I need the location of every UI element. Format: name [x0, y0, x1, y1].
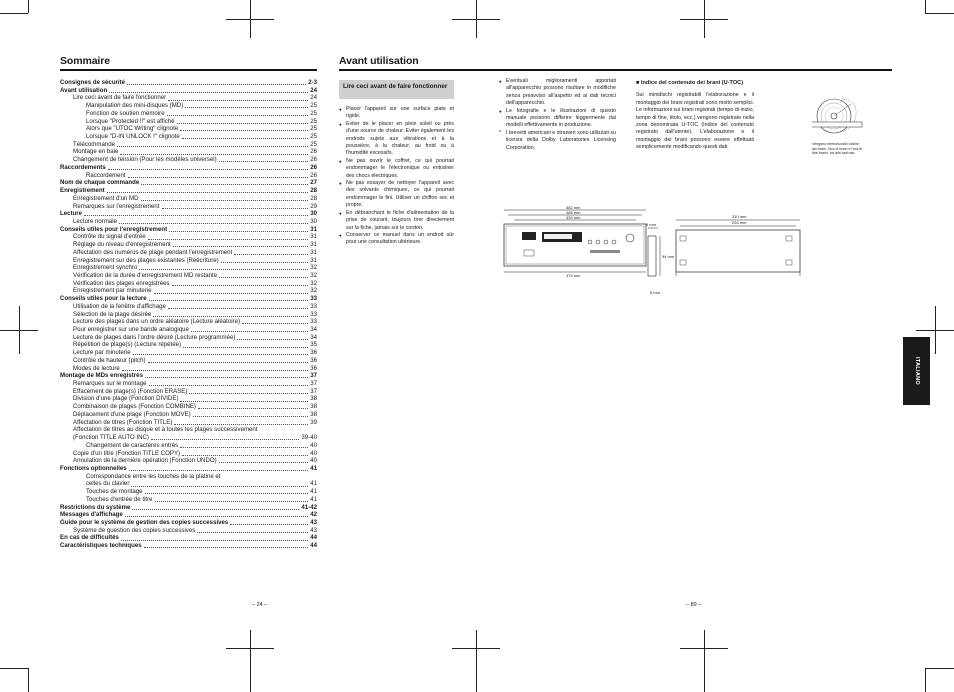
toc-entry-title: Lecture: [60, 210, 83, 218]
toc-row: [60, 434, 317, 442]
toc-entry-page: 44: [310, 534, 317, 542]
toc-dot-leader: [148, 361, 309, 363]
toc-entry-page: 30: [310, 217, 317, 225]
toc-entry-title: Fonctions optionnelles: [60, 464, 127, 472]
toc-entry-page: 37: [310, 380, 317, 388]
toc-entry-title: Changement de caractères entrés: [86, 441, 179, 449]
toc-entry-title: Lorsque "Protected !!" est affiché: [86, 117, 175, 125]
toc-row: [60, 419, 317, 427]
toc-entry-title: Lecture normale: [73, 217, 118, 225]
toc-row: [60, 102, 317, 110]
toc-dot-leader: [127, 83, 306, 85]
toc-entry-page: 26: [310, 163, 317, 171]
toc-entry-page: 33: [310, 302, 317, 310]
dim-rear-depth: 310 mm: [732, 214, 747, 219]
toc-row: [60, 334, 317, 342]
toc-row: [60, 411, 317, 419]
right-page-number: – 89 –: [686, 602, 702, 608]
minidisc-illustration: [812, 96, 872, 142]
right-page-title: Avant utilisation: [339, 55, 419, 67]
toc-entry-page: 40: [310, 441, 317, 449]
toc-entry-page: 28: [310, 187, 317, 195]
toc-dot-leader: [109, 91, 308, 93]
toc-entry-page: 36: [310, 364, 317, 372]
toc-dot-leader: [154, 292, 309, 294]
toc-dot-leader: [149, 384, 309, 386]
toc-entry-title: Avant utilisation: [60, 86, 108, 94]
toc-entry-title: Alors que "UTOC Writing" clignote: [86, 125, 179, 133]
toc-row: [60, 488, 317, 496]
toc-row: [60, 357, 317, 365]
toc-entry-title: Lecture par minuterie: [73, 349, 131, 357]
precaution-item: ● En débranchant le fiche d'alimentation de la prise de courant, toujours tirer directement sur la fiche, jamais sur le cordon.: [339, 210, 454, 232]
toc-entry-page: 37: [310, 387, 317, 395]
precaution-item: ● Ne pas ouvrir le coffret, ce qui pourrait endommager le l'électronique ou entraîner des chocs électriques.: [339, 158, 454, 180]
toc-entry-title: Nom de chaque commande: [60, 179, 140, 187]
toc-dot-leader: [168, 99, 308, 101]
toc-entry-title: Correspondance entre les touches de la platine et: [86, 472, 221, 480]
toc-row: [60, 388, 317, 396]
toc-row: [60, 372, 317, 380]
toc-dot-leader: [141, 199, 309, 201]
toc-entry-page: 38: [310, 403, 317, 411]
toc-entry-title: Enregistrement synchro: [73, 264, 138, 272]
toc-entry-title: Montage en baie: [73, 148, 119, 156]
toc-dot-leader: [148, 238, 309, 240]
toc-entry-page: 31: [310, 225, 317, 233]
toc-dot-leader: [117, 145, 308, 147]
toc-entry-title: Lecture des plages dans un ordre aléatoire (Lecture aléatoire): [73, 318, 241, 326]
toc-entry-title: Affectation des numéros de plage pendant l'enregistrement: [73, 248, 233, 256]
left-title-rule: [60, 69, 317, 71]
toc-entry-title: Consignes de sécurité: [60, 79, 126, 86]
toc-entry-page: 2-3: [308, 79, 317, 86]
toc-entry-page: 32: [310, 279, 317, 287]
toc-dot-leader: [182, 454, 308, 456]
toc-entry-title: Déplacement d'une plage (Fonction MOVE): [73, 410, 191, 418]
toc-row: [60, 280, 317, 288]
note-item: * I brevetti americani e stranieri sono utilizzati su licenza della Dolby Laboratories Licensing Corporation.: [499, 130, 616, 152]
toc-dot-leader: [185, 106, 308, 108]
toc-entry-page: 44: [310, 542, 317, 550]
toc-dot-leader: [121, 539, 308, 541]
toc-entry-page: 37: [310, 372, 317, 380]
dimension-diagram: [500, 206, 870, 302]
toc-row: [60, 187, 317, 195]
toc-entry-page: 41: [310, 480, 317, 488]
toc-entry-title: Caractéristiques techniques: [60, 542, 142, 550]
toc-entry-page: 42: [310, 511, 317, 519]
note-item: ● Eventuali miglioramenti apportati all'apparecchio possono risultare in modifiche senza preavviso all'aspetto ed ai dati tecnici dell'apparecchio.: [499, 78, 616, 108]
toc-entry-title: Répétition de plage(s) (Lecture répétée): [73, 341, 182, 349]
utoc-text: Sui minidischi registrabili l'elaborazione e il montaggio dei brani registrati sono molto semplici. Le informazioni sui brani registrati (tempo di inizio, tempo di fine, titolo, ecc.) vengono registrate nella zona denominata U-TOC (Indice del contenuto registrato dall'utente). L'elaborazione e il montaggio dei brani possono essere effettuati semplicemente modificando questi dati.: [636, 92, 754, 151]
toc-entry-title: Enregistrement d'un MD: [73, 194, 139, 202]
toc-row: [60, 395, 317, 403]
toc-entry-title: Sélection de la plage désirée: [73, 310, 152, 318]
toc-entry-page: 32: [310, 271, 317, 279]
toc-entry-page: 26: [310, 148, 317, 156]
toc-row: [60, 542, 317, 550]
dim-side-height: 94 mm: [662, 254, 675, 259]
toc-entry-page: 31: [310, 241, 317, 249]
toc-entry-page: 36: [310, 349, 317, 357]
toc-row: [60, 87, 317, 95]
toc-entry-page: 24: [310, 86, 317, 94]
toc-entry-page: 25: [310, 140, 317, 148]
precaution-item: ● Ne pas essayer de nettoyer l'appareil avec des solvants chimiques, ce qui pourrait endommager le fini. Utiliser un chiffon sec et propre.: [339, 180, 454, 210]
toc-row: [60, 179, 317, 187]
toc-dot-leader: [189, 392, 308, 394]
table-of-contents: [60, 79, 317, 550]
toc-entry-page: 43: [310, 518, 317, 526]
toc-entry-page: 35: [310, 341, 317, 349]
toc-entry-title: Fonction de soutien mémoire: [86, 109, 165, 117]
toc-entry-page: 25: [310, 125, 317, 133]
toc-dot-leader: [191, 330, 308, 332]
toc-entry-title: Restrictions du système: [60, 503, 131, 511]
toc-row: [60, 195, 317, 203]
toc-dot-leader: [180, 129, 308, 131]
toc-dot-leader: [180, 446, 308, 448]
toc-row: [60, 450, 317, 458]
toc-entry-title: Utilisation de la fenêtre d'affichage: [73, 302, 166, 310]
toc-row: [60, 426, 317, 434]
toc-dot-leader: [144, 546, 309, 548]
toc-entry-page: 39-40: [301, 434, 317, 442]
toc-dot-leader: [131, 485, 308, 487]
toc-entry-page: 36: [310, 356, 317, 364]
toc-dot-leader: [219, 461, 309, 463]
dim-width-3: 434 mm: [566, 215, 581, 220]
toc-entry-page: 41: [310, 488, 317, 496]
toc-dot-leader: [120, 153, 308, 155]
toc-row: [60, 380, 317, 388]
toc-row: [60, 164, 317, 172]
toc-row: [60, 133, 317, 141]
toc-dot-leader: [162, 207, 309, 209]
toc-row: [60, 264, 317, 272]
toc-dot-leader: [119, 222, 308, 224]
toc-row: [60, 210, 317, 218]
toc-row: [60, 295, 317, 303]
toc-entry-page: 32: [310, 287, 317, 295]
toc-dot-leader: [108, 168, 308, 170]
toc-dot-leader: [260, 431, 316, 432]
toc-row: [60, 511, 317, 519]
toc-entry-page: 32: [310, 264, 317, 272]
toc-row: [60, 272, 317, 280]
language-tab-label: ITALIANO: [913, 357, 920, 385]
toc-row: [60, 442, 317, 450]
toc-entry-title: Effacement de plage(s) (Fonction ERASE): [73, 387, 188, 395]
toc-dot-leader: [145, 376, 308, 378]
toc-row: [60, 118, 317, 126]
toc-entry-page: 33: [310, 310, 317, 318]
toc-entry-title: Montage de MDs enregistrés: [60, 372, 143, 380]
toc-entry-title: Remarques sur l'enregistrement: [73, 202, 160, 210]
toc-dot-leader: [167, 114, 309, 116]
toc-dot-leader: [155, 500, 309, 502]
toc-row: [60, 473, 317, 481]
toc-row: [60, 79, 317, 87]
toc-dot-leader: [180, 400, 308, 402]
toc-dot-leader: [128, 176, 309, 178]
notes-column: [499, 78, 616, 152]
toc-row: [60, 349, 317, 357]
toc-dot-leader: [174, 423, 308, 425]
toc-entry-title: Touches de montage: [86, 488, 143, 496]
toc-entry-title: Changement de tension (Pour les modèles universel): [73, 156, 217, 164]
toc-entry-page: 24: [310, 94, 317, 102]
toc-row: [60, 303, 317, 311]
toc-entry-title: Combinaison de plages (Fonction COMBINE): [73, 403, 196, 411]
toc-dot-leader: [125, 515, 308, 517]
toc-dot-leader: [133, 353, 309, 355]
dim-foot: 6 mm: [650, 290, 660, 295]
toc-row: [60, 496, 317, 504]
toc-row: [60, 318, 317, 326]
left-page-number: – 24 –: [252, 602, 268, 608]
toc-row: [60, 148, 317, 156]
dim-side-depth: 9 mm: [646, 222, 656, 227]
toc-dot-leader: [129, 469, 309, 471]
toc-entry-page: 40: [310, 457, 317, 465]
toc-entry-page: 30: [310, 210, 317, 218]
toc-dot-leader: [223, 478, 316, 479]
toc-entry-title: Manipulation des mini-disques (MD): [86, 102, 184, 110]
toc-entry-page: 26: [310, 156, 317, 164]
toc-entry-page: 25: [310, 109, 317, 117]
toc-entry-page: 27: [310, 179, 317, 187]
toc-entry-page: 41-42: [301, 503, 317, 511]
precaution-item: ● Conserver ce manuel dans un endroit sûr pour une consultation ultérieure.: [339, 232, 454, 247]
toc-entry-title: Conseils utiles pour l'enregistrement: [60, 225, 168, 233]
toc-row: [60, 311, 317, 319]
toc-dot-leader: [107, 191, 309, 193]
toc-entry-title: Modes de lecture: [73, 364, 120, 372]
toc-entry-title: Messages d'affichage: [60, 511, 123, 519]
toc-entry-page: 43: [310, 526, 317, 534]
toc-entry-page: 38: [310, 410, 317, 418]
toc-row: [60, 141, 317, 149]
dim-bottom-width: 474 mm: [566, 273, 581, 278]
toc-dot-leader: [84, 214, 308, 216]
toc-row: [60, 519, 317, 527]
note-item: ● Le fotografie e le illustrazioni di questo manuale possono differire leggermente dai modelli effettivamente in produzione.: [499, 108, 616, 130]
toc-dot-leader: [151, 438, 299, 440]
language-tab: [903, 337, 930, 405]
toc-entry-page: 25: [310, 117, 317, 125]
toc-entry-title: Conseils utiles pour la lecture: [60, 295, 147, 303]
toc-entry-title: Pour enregistrer sur une bande analogique: [73, 326, 189, 333]
toc-row: [60, 110, 317, 118]
toc-entry-title: Enregistrement: [60, 187, 105, 195]
toc-dot-leader: [169, 230, 308, 232]
toc-row: [60, 233, 317, 241]
toc-row: [60, 287, 317, 295]
toc-entry-page: 41: [310, 464, 317, 472]
toc-row: [60, 326, 317, 334]
toc-entry-title: Annulation de la dernière opération (Fonction UNDO): [73, 457, 217, 465]
box-heading: Lire ceci avant de faire fonctionner: [339, 80, 454, 99]
toc-entry-title: Affectation de titres au disque et à toutes les plages successivement: [73, 426, 258, 434]
toc-dot-leader: [230, 523, 308, 525]
toc-entry-title: Enregistrement sur des plages existantes (Réécriture): [73, 256, 219, 264]
toc-entry-title: Affectation de titres (Fonction TITLE): [73, 418, 173, 426]
toc-entry-page: 33: [310, 318, 317, 326]
toc-row: [60, 94, 317, 102]
toc-row: [60, 480, 317, 488]
toc-entry-title: Touches d'entrée de titre: [86, 495, 153, 503]
toc-entry-title: Lecture de plages dans l'ordre désiré (Lecture programmée): [73, 333, 236, 341]
toc-entry-page: 34: [310, 326, 317, 333]
toc-row: [60, 534, 317, 542]
toc-dot-leader: [177, 122, 309, 124]
toc-entry-page: 40: [310, 449, 317, 457]
toc-dot-leader: [153, 315, 308, 317]
toc-dot-leader: [122, 369, 308, 371]
toc-entry-title: Contrôle de hauteur (pitch): [73, 356, 146, 364]
toc-dot-leader: [168, 307, 308, 309]
toc-dot-leader: [219, 276, 308, 278]
toc-row: [60, 504, 317, 512]
toc-entry-title: Raccordements: [60, 163, 106, 171]
toc-row: [60, 403, 317, 411]
dim-width-2: 465 mm: [566, 210, 581, 215]
toc-entry-page: 39: [310, 418, 317, 426]
toc-entry-title: (Fonction TITLE AUTO INC): [73, 434, 149, 442]
toc-entry-title: Contrôle du signal d'entrée: [73, 233, 146, 241]
toc-entry-title: Lorsque "D-IN UNLOCK !" clignote: [86, 133, 180, 141]
toc-dot-leader: [139, 268, 308, 270]
toc-row: [60, 457, 317, 465]
disc-caption: Vengono memorizzati l'ordine dei brani, l'ora di inizio e l'ora di fine brano, ed altri dati vari.: [812, 142, 862, 156]
toc-row: [60, 341, 317, 349]
dim-top-width: 482 mm: [566, 206, 581, 210]
toc-entry-title: Vérification des plages enregistrées: [73, 279, 170, 287]
toc-dot-leader: [237, 338, 308, 340]
toc-dot-leader: [183, 346, 308, 348]
toc-row: [60, 249, 317, 257]
left-page-title: Sommaire: [60, 55, 110, 67]
toc-row: [60, 527, 317, 535]
toc-row: [60, 226, 317, 234]
toc-dot-leader: [193, 415, 309, 417]
toc-entry-title: Système de guestion des copies successives: [73, 526, 196, 534]
toc-entry-page: 31: [310, 256, 317, 264]
toc-row: [60, 257, 317, 265]
right-title-rule: [339, 69, 892, 71]
toc-entry-page: 26: [310, 171, 317, 179]
toc-dot-leader: [132, 508, 299, 510]
toc-dot-leader: [149, 299, 309, 301]
toc-dot-leader: [221, 261, 309, 263]
toc-entry-title: Vérification de la durée d'enregistrement MD restante: [73, 271, 218, 279]
toc-dot-leader: [198, 407, 308, 409]
toc-dot-leader: [234, 253, 308, 255]
toc-row: [60, 156, 317, 164]
toc-entry-title: Enregistrement par minuterie: [73, 287, 152, 295]
toc-entry-page: 34: [310, 333, 317, 341]
square-bullet-icon: ■: [636, 80, 641, 86]
precaution-item: ● Placer l'appareil sur une surface plate et rigide.: [339, 106, 454, 121]
toc-entry-page: 31: [310, 233, 317, 241]
toc-entry-title: Division d'une plage (Fonction DIVIDE): [73, 395, 179, 403]
toc-dot-leader: [172, 284, 309, 286]
toc-entry-title: Remarques sur le montage: [73, 380, 147, 388]
precautions-column: [339, 106, 454, 247]
toc-dot-leader: [219, 160, 309, 162]
toc-dot-leader: [141, 183, 308, 185]
toc-dot-leader: [173, 245, 309, 247]
toc-entry-title: Réglage du niveau d'enregistrement: [73, 241, 171, 249]
toc-row: [60, 203, 317, 211]
toc-dot-leader: [197, 531, 308, 533]
toc-entry-page: 41: [310, 495, 317, 503]
utoc-heading: ■ Indice del contenuto dei brani (U-TOC): [636, 80, 744, 86]
toc-entry-title: Télécommande: [73, 140, 115, 148]
toc-dot-leader: [145, 492, 309, 494]
toc-row: [60, 365, 317, 373]
toc-entry-page: 38: [310, 395, 317, 403]
toc-entry-title: En cas de difficultés: [60, 534, 119, 542]
utoc-column: [636, 80, 754, 152]
dim-rear-depth-2: 294 mm: [732, 220, 747, 225]
toc-dot-leader: [182, 137, 308, 139]
toc-row: [60, 241, 317, 249]
toc-row: [60, 465, 317, 473]
toc-dot-leader: [242, 322, 308, 324]
toc-entry-title: Raccordement: [86, 171, 126, 179]
toc-entry-page: 29: [310, 202, 317, 210]
toc-entry-title: celles du clavier: [86, 480, 130, 488]
toc-entry-title: Lire ceci avant de faire fonctionner: [73, 94, 167, 102]
toc-entry-title: Copie d'un titre (Fonction TITLE COPY): [73, 449, 181, 457]
toc-entry-page: 33: [310, 295, 317, 303]
toc-entry-title: Guide pour le système de gestion des copies successives: [60, 518, 229, 526]
toc-entry-page: 28: [310, 194, 317, 202]
toc-entry-page: 31: [310, 248, 317, 256]
toc-entry-page: 25: [310, 133, 317, 141]
toc-row: [60, 172, 317, 180]
toc-entry-page: 25: [310, 102, 317, 110]
toc-row: [60, 125, 317, 133]
toc-row: [60, 218, 317, 226]
precaution-item: ● Eviter de le placer en plein soleil ou près d'une source de chaleur. Eviter également les endroits sujets aux vibrations et à la poussière, à la chaleur, au froid ou à l'humidité excessifs.: [339, 121, 454, 158]
